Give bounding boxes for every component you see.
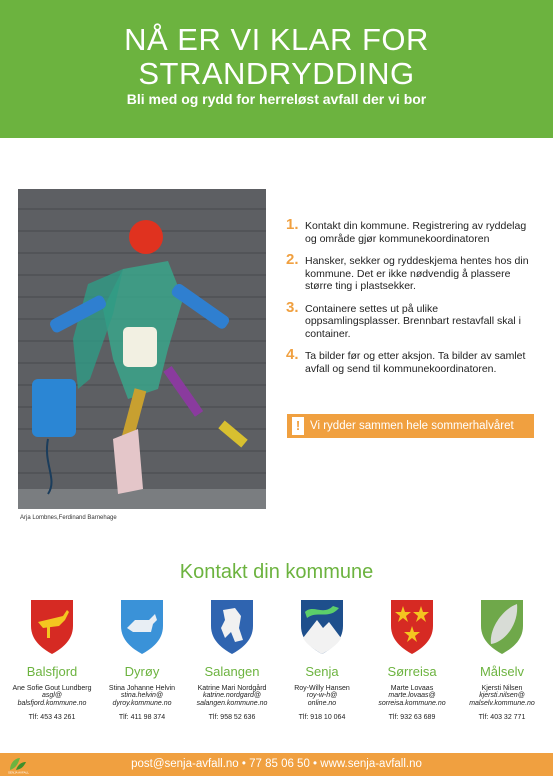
contact-phone: Tlf: 411 98 374 bbox=[118, 714, 166, 721]
exclamation-icon: ! bbox=[292, 417, 304, 435]
title-line-2: STRANDRYDDING bbox=[138, 56, 415, 91]
municipality-name: Salangen bbox=[204, 664, 260, 679]
beach-litter-figure-illustration bbox=[18, 189, 266, 509]
municipality-senja bbox=[277, 598, 367, 721]
municipality-list bbox=[7, 598, 547, 721]
step-text: Hansker, sekker og ryddeskjema hentes hos din kommune. Det er ikke nødvendig å plassere større ting i plastsekker. bbox=[305, 255, 529, 292]
contact-email-user[interactable]: asgl@ bbox=[42, 692, 62, 699]
municipality-dyroy bbox=[97, 598, 187, 721]
contact-email-user[interactable]: katrine.nordgard@ bbox=[202, 692, 262, 699]
contact-email-user[interactable]: roy-w-h@ bbox=[306, 692, 338, 699]
contact-email-user[interactable]: stina.helvin@ bbox=[120, 692, 164, 699]
contact-heading: Kontakt din kommune bbox=[179, 561, 374, 583]
step-item bbox=[286, 251, 536, 293]
step-text: Ta bilder før og etter aksjon. Ta bilder av samlet avfall og send til kommunekoordinatoren. bbox=[305, 350, 526, 375]
step-item bbox=[286, 298, 536, 341]
summer-banner bbox=[287, 414, 534, 438]
banner-text: Vi rydder sammen hele sommerhalvåret bbox=[310, 420, 514, 432]
contact-person: Ane Sofie Gout Lundberg bbox=[12, 685, 92, 692]
logo-text: SENJA AVFALL bbox=[8, 770, 29, 774]
municipality-name: Dyrøy bbox=[124, 664, 160, 679]
contact-email-domain[interactable]: sorreisa.kommune.no bbox=[378, 700, 446, 707]
contact-person: Katrine Mari Nordgård bbox=[197, 685, 267, 692]
contact-email-domain[interactable]: online.no bbox=[307, 700, 337, 707]
step-item bbox=[286, 216, 536, 245]
municipality-salangen bbox=[187, 598, 277, 721]
contact-email-domain[interactable]: dyroy.kommune.no bbox=[112, 700, 172, 707]
municipality-name: Målselv bbox=[479, 664, 525, 679]
municipality-name: Sørreisa bbox=[387, 664, 437, 679]
footer-bar bbox=[0, 753, 553, 776]
step-list bbox=[286, 216, 536, 385]
plough-shield-icon bbox=[29, 598, 75, 656]
step-text: Containere settes ut på ulike oppsamlingsplasser. Brennbart restavfall skal i container. bbox=[305, 302, 521, 340]
bear-shield-icon bbox=[209, 598, 255, 656]
contact-person: Stina Johanne Helvin bbox=[108, 685, 176, 692]
contact-email-domain[interactable]: balsfjord.kommune.no bbox=[17, 700, 87, 707]
fox-shield-icon bbox=[119, 598, 165, 656]
title-line-1: NÅ ER VI KLAR FOR bbox=[124, 22, 429, 57]
contact-phone: Tlf: 403 32 771 bbox=[478, 714, 526, 721]
header-banner bbox=[0, 0, 553, 138]
contact-email-domain[interactable]: malselv.kommune.no bbox=[469, 700, 535, 707]
beach-litter-figure-photo bbox=[18, 189, 266, 509]
step-item bbox=[286, 346, 536, 375]
municipality-name: Senja bbox=[305, 664, 339, 679]
contact-email-user[interactable]: kjersti.nilsen@ bbox=[479, 692, 525, 699]
contact-person: Kjersti Nilsen bbox=[481, 685, 523, 692]
step-text: Kontakt din kommune. Registrering av ryddelag og område gjør kommunekoordinatoren bbox=[305, 220, 527, 245]
municipality-name: Balsfjord bbox=[26, 664, 78, 679]
municipality-malselv bbox=[457, 598, 547, 721]
step-number: 1. bbox=[286, 216, 299, 233]
contact-phone: Tlf: 453 43 261 bbox=[28, 714, 76, 721]
contact-phone: Tlf: 932 63 689 bbox=[388, 714, 436, 721]
step-number: 4. bbox=[286, 346, 299, 363]
contact-phone: Tlf: 918 10 064 bbox=[298, 714, 346, 721]
step-number: 2. bbox=[286, 251, 299, 268]
leaf-shield-icon bbox=[479, 598, 525, 656]
mountain-aurora-shield-icon bbox=[299, 598, 345, 656]
subtitle: Bli med og rydd for herreløst avfall der vi bor bbox=[126, 91, 427, 107]
step-number: 3. bbox=[286, 298, 299, 316]
stars-shield-icon bbox=[389, 598, 435, 656]
municipality-balsfjord bbox=[7, 598, 97, 721]
photo-caption: Arja Lombnes,Ferdinand Barnehage bbox=[20, 515, 117, 521]
contact-person: Roy-Willy Hansen bbox=[294, 685, 350, 692]
contact-person: Marte Lovaas bbox=[390, 685, 434, 692]
contact-phone: Tlf: 958 52 636 bbox=[208, 714, 256, 721]
contact-email-user[interactable]: marte.lovaas@ bbox=[388, 692, 436, 699]
municipality-sorreisa bbox=[367, 598, 457, 721]
contact-email-domain[interactable]: salangen.kommune.no bbox=[196, 700, 268, 707]
footer-contact-line[interactable]: post@senja-avfall.no • 77 85 06 50 • www.senja-avfall.no bbox=[131, 758, 422, 770]
